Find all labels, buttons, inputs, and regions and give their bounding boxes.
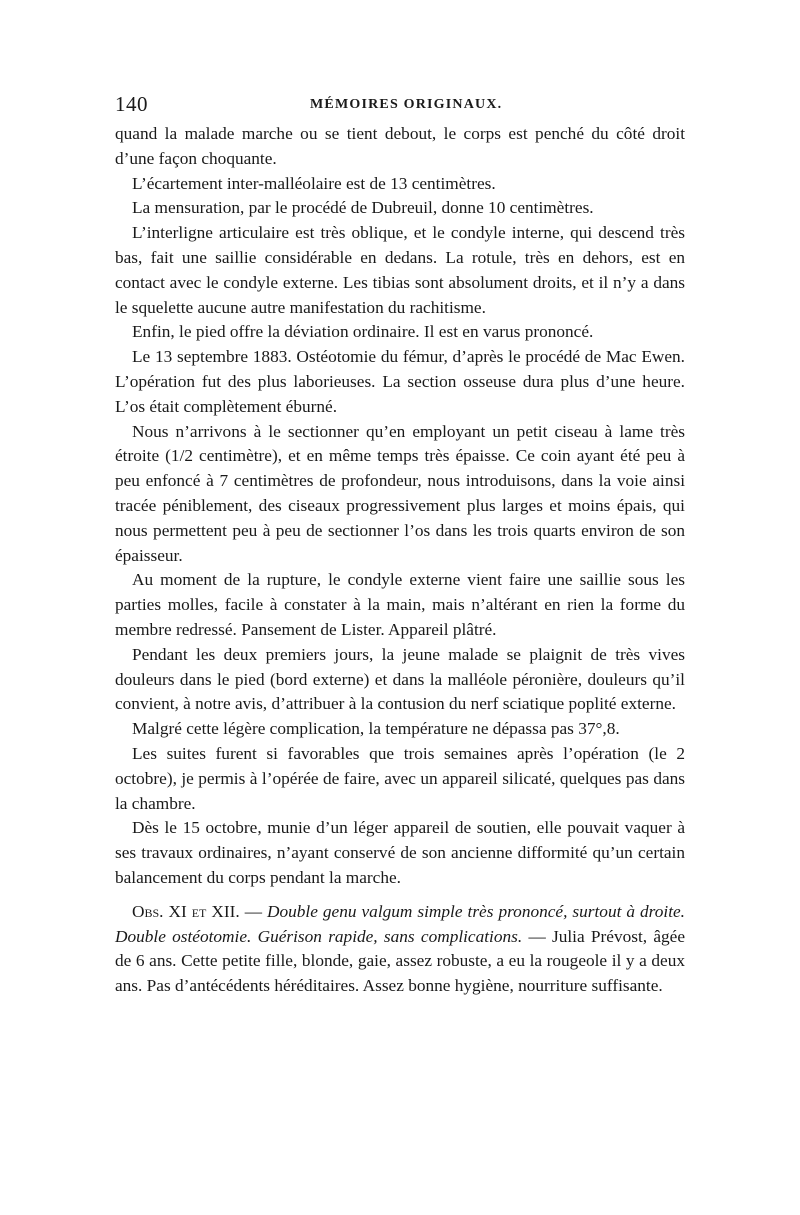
- paragraph: La mensuration, par le procédé de Dubreuil, donne 10 centimètres.: [132, 198, 594, 218]
- page: [115, 92, 685, 999]
- paragraph: Enfin, le pied offre la déviation ordinaire. Il est en varus prononcé.: [132, 322, 594, 342]
- page-number: 140: [115, 92, 148, 116]
- paragraph: Nous n’arrivons à le sectionner qu’en employant un petit ciseau à lame très étroite (1/2 centimètre), et en même temps très épaisse. Ce coin ayant été peu à peu enfoncé à 7 centimètres de profondeur, nous introduisons, dans la voie ainsi tracée péniblement, des ciseaux progressivement plus larges et moins épais, qui nous permettent peu à peu de sectionner l’os dans les trois quarts environ de son épaisseur.: [115, 421, 685, 565]
- paragraph: Dès le 15 octobre, munie d’un léger appareil de soutien, elle pouvait vaquer à ses travaux ordinaires, n’ayant conservé de son ancienne difformité qu’un certain balancement du corps pendant la marche.: [115, 818, 685, 887]
- observation-dash: —: [239, 901, 268, 921]
- observation-text: Julia Prévost, âgée de 6 ans. Cette petite fille, blonde, gaie, assez robuste, a eu la rougeole il y a deux ans. Pas d’antécédents héréditaires. Assez bonne hygiène, nourriture suffisante.: [115, 926, 686, 996]
- paragraph: Pendant les deux premiers jours, la jeune malade se plaignit de très vives douleurs dans le pied (bord externe) et dans la malléole péronière, douleurs qu’il convient, à notre avis, d’attribuer à la contusion du nerf sciatique poplité externe.: [115, 644, 685, 714]
- running-head: [115, 92, 685, 122]
- paragraph: Malgré cette légère complication, la température ne dépassa pas 37°,8.: [132, 719, 620, 739]
- paragraph: quand la malade marche ou se tient debout, le corps est penché du côté droit d’une façon choquante.: [115, 124, 685, 168]
- observation-label: Obs. XI et XII.: [132, 901, 240, 921]
- paragraph: L’écartement inter-malléolaire est de 13 centimètres.: [132, 173, 496, 193]
- paragraph: Les suites furent si favorables que trois semaines après l’opération (le 2 octobre), je permis à l’opérée de faire, avec un appareil silicaté, quelques pas dans la chambre.: [115, 743, 685, 813]
- running-title: MÉMOIRES ORIGINAUX.: [310, 97, 503, 112]
- observation-paragraph: [115, 900, 685, 999]
- body-text: [115, 122, 685, 999]
- paragraph: L’interligne articulaire est très oblique, et le condyle interne, qui descend très bas, fait une saillie considérable en dedans. La rotule, très en dehors, est en contact avec le condyle externe. Les tibias sont absolument droits, et il n’y a dans le squelette aucune autre manifestation du rachitisme.: [115, 223, 685, 317]
- observation-title: Double genu valgum simple très prononcé, surtout à droite. Double ostéotomie. Guérison rapide, sans complications.: [115, 901, 686, 946]
- observation-dash-2: —: [522, 926, 553, 946]
- paragraph: Le 13 septembre 1883. Ostéotomie du fémur, d’après le procédé de Mac Ewen. L’opération fut des plus laborieuses. La section osseuse dura plus d’une heure. L’os était complètement éburné.: [115, 347, 685, 416]
- paragraph: Au moment de la rupture, le condyle externe vient faire une saillie sous les parties molles, facile à constater à la main, mais n’altérant en rien la forme du membre redressé. Pansement de Lister. Appareil plâtré.: [115, 570, 685, 639]
